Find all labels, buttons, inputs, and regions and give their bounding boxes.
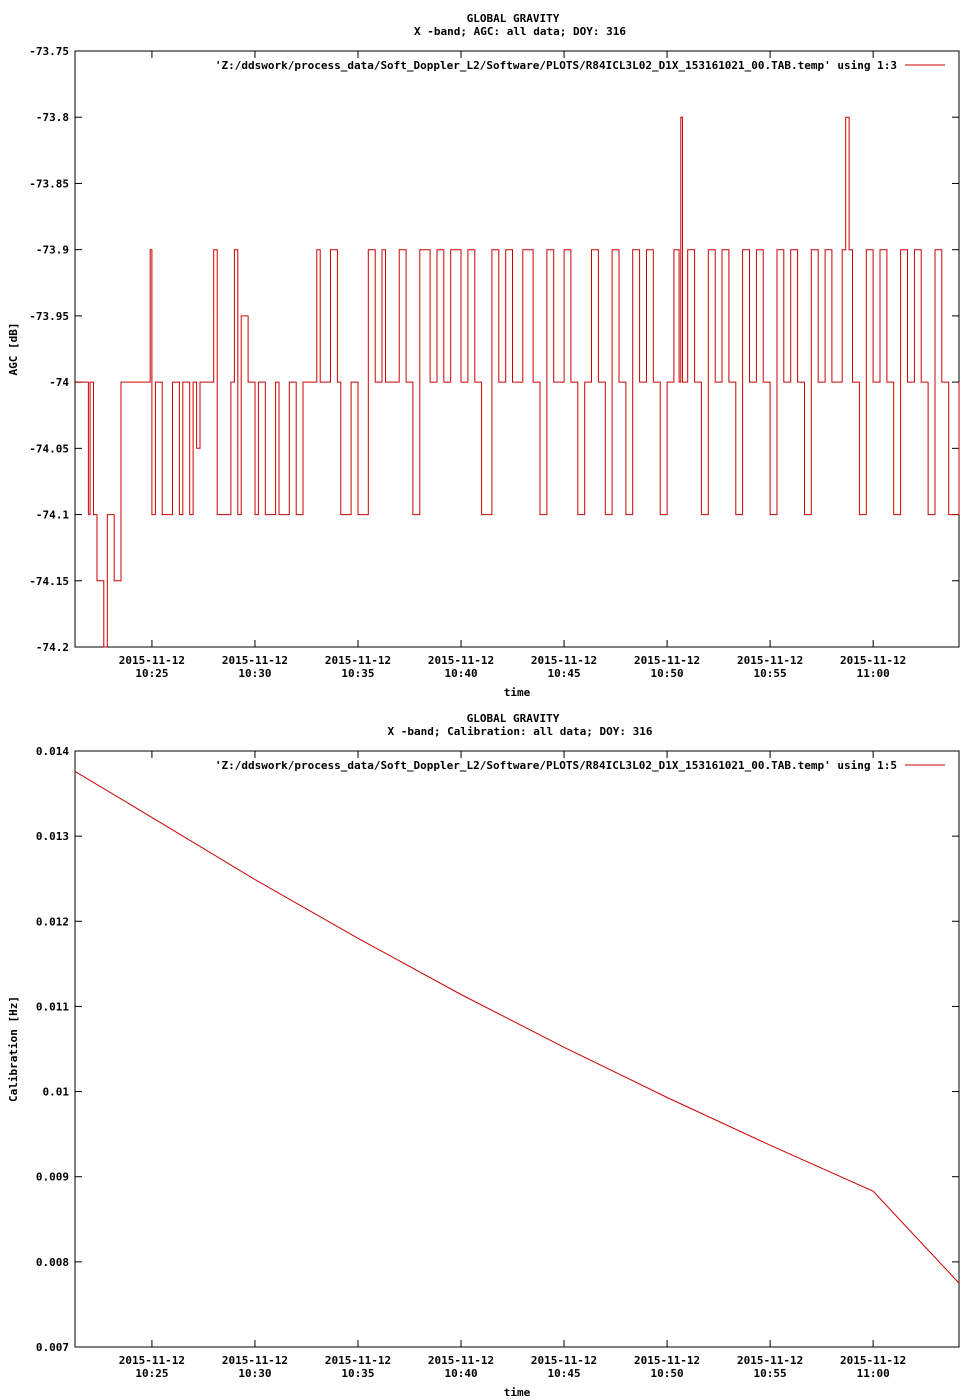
chart-title: GLOBAL GRAVITY <box>466 12 560 25</box>
x-tick-label: 10:45 <box>547 667 581 680</box>
x-tick-date-label: 2015-11-12 <box>530 654 598 667</box>
x-tick-date-label: 2015-11-12 <box>736 1354 804 1367</box>
series-group <box>75 771 959 1283</box>
x-tick-date-label: 2015-11-12 <box>633 654 701 667</box>
legend-label: 'Z:/ddswork/process_data/Soft_Doppler_L2/Software/PLOTS/R84ICL3L02_D1X_153161021_00.TAB.temp' using 1:5 <box>214 759 897 772</box>
y-tick-label: -73.85 <box>29 177 69 191</box>
y-tick-label: 0.01 <box>42 1085 69 1099</box>
y-ticks <box>29 45 959 654</box>
y-tick-label: -74.05 <box>29 442 69 456</box>
y-tick-label: 0.009 <box>35 1170 69 1184</box>
y-tick-label: 0.013 <box>35 830 69 844</box>
x-tick-label: 10:30 <box>238 1367 272 1380</box>
x-axis-label: time <box>503 686 531 699</box>
y-tick-label: -73.75 <box>29 45 69 58</box>
x-tick-label: 10:30 <box>238 667 272 680</box>
x-tick-date-label: 2015-11-12 <box>530 1354 598 1367</box>
y-tick-label: -73.8 <box>35 111 69 125</box>
plot-area-frame <box>75 51 959 647</box>
x-tick-date-label: 2015-11-12 <box>118 654 186 667</box>
x-tick-date-label: 2015-11-12 <box>427 1354 495 1367</box>
x-tick-label: 10:50 <box>650 667 684 680</box>
series-group <box>75 117 959 647</box>
x-tick-date-label: 2015-11-12 <box>736 654 804 667</box>
x-tick-label: 10:25 <box>135 667 169 680</box>
legend-label: 'Z:/ddswork/process_data/Soft_Doppler_L2/Software/PLOTS/R84ICL3L02_D1X_153161021_00.TAB.temp' using 1:3 <box>214 59 897 72</box>
x-tick-date-label: 2015-11-12 <box>840 1354 907 1367</box>
x-ticks <box>119 751 906 1380</box>
x-tick-label: 10:50 <box>650 1367 684 1380</box>
y-tick-label: -74 <box>49 376 69 390</box>
series-line <box>75 771 959 1283</box>
y-tick-label: -74.2 <box>35 641 69 654</box>
x-tick-label: 10:25 <box>135 1367 169 1380</box>
plot-area-frame <box>75 751 959 1347</box>
x-tick-date-label: 2015-11-12 <box>324 654 392 667</box>
chart-title: GLOBAL GRAVITY <box>466 712 560 725</box>
chart-subtitle: X -band; Calibration: all data; DOY: 316 <box>387 725 653 738</box>
x-tick-date-label: 2015-11-12 <box>221 1354 289 1367</box>
x-axis-label: time <box>503 1386 531 1399</box>
y-axis-label: Calibration [Hz] <box>7 996 20 1102</box>
x-tick-label: 10:55 <box>753 1367 787 1380</box>
x-tick-label: 10:40 <box>444 667 478 680</box>
y-tick-label: -73.9 <box>35 243 69 257</box>
x-tick-date-label: 2015-11-12 <box>221 654 289 667</box>
x-tick-date-label: 2015-11-12 <box>118 1354 186 1367</box>
x-tick-label: 10:55 <box>753 667 787 680</box>
calibration-chart <box>7 712 959 1399</box>
y-tick-label: 0.014 <box>35 745 69 758</box>
y-ticks <box>36 745 959 1354</box>
y-tick-label: -74.15 <box>29 574 69 588</box>
x-tick-label: 10:35 <box>341 1367 375 1380</box>
chart-subtitle: X -band; AGC: all data; DOY: 316 <box>414 25 626 38</box>
x-tick-date-label: 2015-11-12 <box>427 654 495 667</box>
series-line <box>75 117 959 647</box>
y-tick-label: 0.008 <box>35 1255 69 1269</box>
x-tick-label: 11:00 <box>856 667 890 680</box>
x-tick-label: 10:35 <box>341 667 375 680</box>
y-tick-label: 0.011 <box>35 1000 69 1014</box>
x-tick-label: 11:00 <box>856 1367 890 1380</box>
y-tick-label: -73.95 <box>29 309 69 323</box>
x-tick-label: 10:40 <box>444 1367 478 1380</box>
y-tick-label: -74.1 <box>35 508 69 522</box>
x-tick-date-label: 2015-11-12 <box>633 1354 701 1367</box>
y-tick-label: 0.007 <box>35 1341 69 1354</box>
agc-chart <box>7 12 959 699</box>
x-tick-date-label: 2015-11-12 <box>840 654 907 667</box>
x-tick-label: 10:45 <box>547 1367 581 1380</box>
y-axis-label: AGC [dB] <box>7 322 20 376</box>
x-tick-date-label: 2015-11-12 <box>324 1354 392 1367</box>
y-tick-label: 0.012 <box>35 915 69 929</box>
